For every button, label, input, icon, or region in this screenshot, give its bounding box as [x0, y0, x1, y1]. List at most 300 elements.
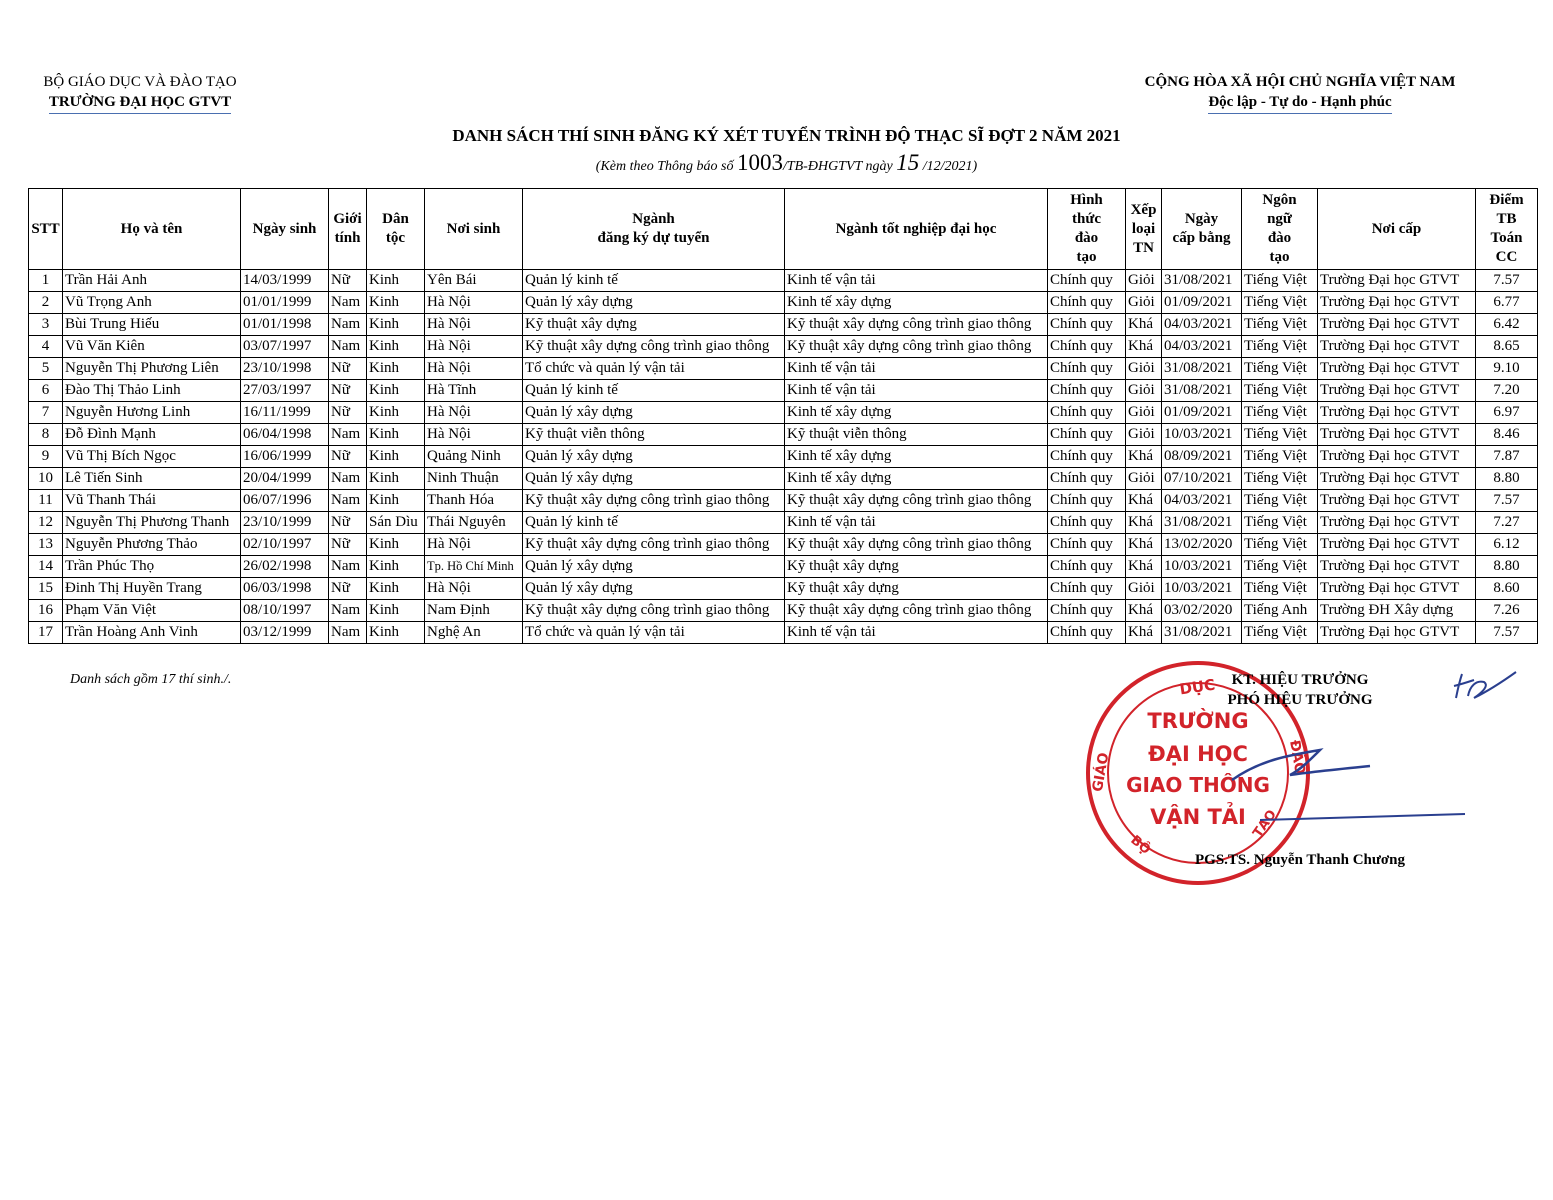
cell-lang: Tiếng Việt [1242, 512, 1318, 534]
cell-birthplace: Hà Tĩnh [425, 380, 523, 402]
cell-stt: 5 [29, 358, 63, 380]
col-name: Họ và tên [63, 189, 241, 270]
cell-score: 6.77 [1476, 292, 1538, 314]
cell-date: 04/03/2021 [1162, 336, 1242, 358]
cell-rank: Giỏi [1126, 270, 1162, 292]
cell-mode: Chính quy [1048, 402, 1126, 424]
cell-name: Nguyễn Thị Phương Liên [63, 358, 241, 380]
col-date: Ngày cấp bằng [1162, 189, 1242, 270]
cell-dob: 26/02/1998 [241, 556, 329, 578]
notice-day: 15 [896, 150, 920, 175]
cell-gender: Nữ [329, 578, 367, 600]
cell-major: Quản lý xây dựng [523, 446, 785, 468]
cell-dob: 01/01/1998 [241, 314, 329, 336]
cell-ethnic: Kinh [367, 622, 425, 644]
cell-mode: Chính quy [1048, 314, 1126, 336]
cell-date: 10/03/2021 [1162, 556, 1242, 578]
cell-lang: Tiếng Việt [1242, 380, 1318, 402]
cell-name: Đào Thị Thảo Linh [63, 380, 241, 402]
cell-issuer: Trường Đại học GTVT [1318, 490, 1476, 512]
cell-ethnic: Kinh [367, 402, 425, 424]
cell-score: 8.60 [1476, 578, 1538, 600]
cell-dob: 23/10/1998 [241, 358, 329, 380]
cell-issuer: Trường Đại học GTVT [1318, 424, 1476, 446]
cell-gender: Nam [329, 556, 367, 578]
cell-name: Nguyễn Hương Linh [63, 402, 241, 424]
table-row [29, 468, 1538, 490]
cell-lang: Tiếng Việt [1242, 468, 1318, 490]
cell-major: Quản lý kinh tế [523, 512, 785, 534]
cell-ethnic: Kinh [367, 578, 425, 600]
cell-grad-major: Kỹ thuật xây dựng công trình giao thông [785, 600, 1048, 622]
initials-signature [1450, 668, 1520, 708]
cell-birthplace: Hà Nội [425, 314, 523, 336]
cell-gender: Nam [329, 622, 367, 644]
cell-gender: Nam [329, 314, 367, 336]
cell-ethnic: Kinh [367, 534, 425, 556]
cell-major: Quản lý kinh tế [523, 270, 785, 292]
cell-rank: Khá [1126, 622, 1162, 644]
cell-mode: Chính quy [1048, 424, 1126, 446]
cell-name: Vũ Thị Bích Ngọc [63, 446, 241, 468]
cell-stt: 13 [29, 534, 63, 556]
cell-grad-major: Kinh tế xây dựng [785, 446, 1048, 468]
cell-gender: Nam [329, 336, 367, 358]
cell-dob: 06/03/1998 [241, 578, 329, 600]
cell-rank: Khá [1126, 556, 1162, 578]
table-row [29, 336, 1538, 358]
cell-issuer: Trường Đại học GTVT [1318, 314, 1476, 336]
cell-lang: Tiếng Việt [1242, 490, 1318, 512]
cell-lang: Tiếng Việt [1242, 358, 1318, 380]
table-row [29, 380, 1538, 402]
cell-name: Trần Hải Anh [63, 270, 241, 292]
cell-major: Quản lý xây dựng [523, 556, 785, 578]
cell-mode: Chính quy [1048, 336, 1126, 358]
cell-name: Trần Hoàng Anh Vinh [63, 622, 241, 644]
cell-issuer: Trường Đại học GTVT [1318, 556, 1476, 578]
cell-issuer: Trường Đại học GTVT [1318, 622, 1476, 644]
cell-dob: 01/01/1999 [241, 292, 329, 314]
cell-gender: Nữ [329, 534, 367, 556]
cell-mode: Chính quy [1048, 380, 1126, 402]
cell-score: 7.57 [1476, 270, 1538, 292]
cell-name: Bùi Trung Hiếu [63, 314, 241, 336]
cell-issuer: Trường Đại học GTVT [1318, 270, 1476, 292]
cell-rank: Khá [1126, 446, 1162, 468]
cell-rank: Giỏi [1126, 578, 1162, 600]
signer-name: PGS.TS. Nguyễn Thanh Chương [1194, 852, 1406, 868]
cell-grad-major: Kinh tế vận tải [785, 270, 1048, 292]
cell-score: 8.80 [1476, 468, 1538, 490]
cell-mode: Chính quy [1048, 534, 1126, 556]
cell-birthplace: Thanh Hóa [425, 490, 523, 512]
cell-issuer: Trường Đại học GTVT [1318, 380, 1476, 402]
cell-dob: 06/07/1996 [241, 490, 329, 512]
cell-date: 04/03/2021 [1162, 314, 1242, 336]
col-birthplace: Nơi sinh [425, 189, 523, 270]
cell-score: 6.12 [1476, 534, 1538, 556]
table-row [29, 292, 1538, 314]
cell-major: Tổ chức và quản lý vận tải [523, 622, 785, 644]
cell-major: Quản lý xây dựng [523, 578, 785, 600]
col-gender: Giới tính [329, 189, 367, 270]
cell-ethnic: Kinh [367, 358, 425, 380]
col-major: Ngành đăng ký dự tuyển [523, 189, 785, 270]
cell-stt: 15 [29, 578, 63, 600]
cell-stt: 6 [29, 380, 63, 402]
notice-number: 1003 [736, 150, 783, 175]
cell-dob: 20/04/1999 [241, 468, 329, 490]
cell-lang: Tiếng Việt [1242, 314, 1318, 336]
cell-birthplace: Hà Nội [425, 402, 523, 424]
cell-stt: 2 [29, 292, 63, 314]
cell-issuer: Trường ĐH Xây dựng [1318, 600, 1476, 622]
cell-mode: Chính quy [1048, 292, 1126, 314]
cell-rank: Giỏi [1126, 468, 1162, 490]
cell-birthplace: Hà Nội [425, 424, 523, 446]
handwritten-signature [1230, 730, 1470, 830]
cell-birthplace: Tp. Hồ Chí Minh [425, 556, 523, 578]
cell-stt: 1 [29, 270, 63, 292]
cell-grad-major: Kỹ thuật xây dựng công trình giao thông [785, 336, 1048, 358]
country-name: CỘNG HÒA XÃ HỘI CHỦ NGHĨA VIỆT NAM [1144, 74, 1456, 90]
footnote: Danh sách gồm 17 thí sinh./. [70, 672, 232, 687]
cell-stt: 17 [29, 622, 63, 644]
university-name: TRƯỜNG ĐẠI HỌC GTVT [49, 92, 231, 114]
cell-issuer: Trường Đại học GTVT [1318, 512, 1476, 534]
cell-name: Đỗ Đình Mạnh [63, 424, 241, 446]
col-rank: Xếp loại TN [1126, 189, 1162, 270]
cell-date: 31/08/2021 [1162, 622, 1242, 644]
cell-date: 13/02/2020 [1162, 534, 1242, 556]
cell-mode: Chính quy [1048, 578, 1126, 600]
cell-grad-major: Kỹ thuật xây dựng [785, 556, 1048, 578]
cell-rank: Khá [1126, 600, 1162, 622]
cell-score: 9.10 [1476, 358, 1538, 380]
cell-gender: Nữ [329, 402, 367, 424]
col-grad-major: Ngành tốt nghiệp đại học [785, 189, 1048, 270]
cell-date: 04/03/2021 [1162, 490, 1242, 512]
cell-grad-major: Kỹ thuật xây dựng công trình giao thông [785, 314, 1048, 336]
cell-grad-major: Kinh tế xây dựng [785, 468, 1048, 490]
table-body [29, 270, 1538, 644]
cell-dob: 06/04/1998 [241, 424, 329, 446]
cell-mode: Chính quy [1048, 490, 1126, 512]
cell-name: Lê Tiến Sinh [63, 468, 241, 490]
cell-birthplace: Nghệ An [425, 622, 523, 644]
cell-rank: Giỏi [1126, 402, 1162, 424]
cell-major: Quản lý xây dựng [523, 468, 785, 490]
cell-issuer: Trường Đại học GTVT [1318, 578, 1476, 600]
table-header-row [29, 189, 1538, 270]
cell-gender: Nữ [329, 358, 367, 380]
cell-major: Kỹ thuật xây dựng công trình giao thông [523, 336, 785, 358]
cell-birthplace: Hà Nội [425, 534, 523, 556]
signature-block [1160, 670, 1440, 710]
col-lang: Ngôn ngữ đào tạo [1242, 189, 1318, 270]
document-subtitle [0, 150, 1553, 176]
cell-major: Kỹ thuật xây dựng [523, 314, 785, 336]
cell-birthplace: Quảng Ninh [425, 446, 523, 468]
cell-dob: 03/12/1999 [241, 622, 329, 644]
cell-date: 03/02/2020 [1162, 600, 1242, 622]
cell-name: Nguyễn Phương Thảo [63, 534, 241, 556]
cell-date: 01/09/2021 [1162, 402, 1242, 424]
subtitle-middle: /TB-ĐHGTVT ngày [782, 159, 893, 174]
cell-lang: Tiếng Việt [1242, 622, 1318, 644]
col-issuer: Nơi cấp [1318, 189, 1476, 270]
table-row [29, 446, 1538, 468]
table-row [29, 270, 1538, 292]
cell-date: 01/09/2021 [1162, 292, 1242, 314]
table-row [29, 622, 1538, 644]
cell-lang: Tiếng Anh [1242, 600, 1318, 622]
cell-ethnic: Kinh [367, 556, 425, 578]
ministry-name: BỘ GIÁO DỤC VÀ ĐÀO TẠO [43, 74, 237, 90]
header-right [1100, 72, 1500, 114]
cell-birthplace: Thái Nguyên [425, 512, 523, 534]
cell-name: Trần Phúc Thọ [63, 556, 241, 578]
cell-lang: Tiếng Việt [1242, 578, 1318, 600]
cell-issuer: Trường Đại học GTVT [1318, 534, 1476, 556]
cell-grad-major: Kinh tế vận tải [785, 358, 1048, 380]
cell-score: 7.57 [1476, 622, 1538, 644]
cell-issuer: Trường Đại học GTVT [1318, 292, 1476, 314]
cell-major: Kỹ thuật xây dựng công trình giao thông [523, 490, 785, 512]
cell-gender: Nữ [329, 446, 367, 468]
cell-major: Kỹ thuật xây dựng công trình giao thông [523, 600, 785, 622]
cell-mode: Chính quy [1048, 468, 1126, 490]
cell-date: 31/08/2021 [1162, 380, 1242, 402]
signature-title-1: KT. HIỆU TRƯỞNG [1231, 672, 1369, 688]
cell-score: 7.87 [1476, 446, 1538, 468]
subtitle-suffix: /12/2021) [922, 159, 978, 174]
cell-rank: Giỏi [1126, 380, 1162, 402]
cell-grad-major: Kỹ thuật xây dựng công trình giao thông [785, 490, 1048, 512]
cell-dob: 14/03/1999 [241, 270, 329, 292]
cell-rank: Khá [1126, 336, 1162, 358]
cell-dob: 16/11/1999 [241, 402, 329, 424]
cell-score: 8.65 [1476, 336, 1538, 358]
col-stt: STT [29, 189, 63, 270]
cell-ethnic: Kinh [367, 380, 425, 402]
cell-score: 7.57 [1476, 490, 1538, 512]
cell-ethnic: Kinh [367, 600, 425, 622]
motto: Độc lập - Tự do - Hạnh phúc [1208, 92, 1391, 114]
cell-dob: 03/07/1997 [241, 336, 329, 358]
cell-name: Vũ Trọng Anh [63, 292, 241, 314]
cell-lang: Tiếng Việt [1242, 556, 1318, 578]
cell-issuer: Trường Đại học GTVT [1318, 358, 1476, 380]
cell-grad-major: Kinh tế vận tải [785, 622, 1048, 644]
table-row [29, 512, 1538, 534]
table-row [29, 578, 1538, 600]
cell-ethnic: Sán Dìu [367, 512, 425, 534]
cell-name: Đinh Thị Huyền Trang [63, 578, 241, 600]
cell-rank: Khá [1126, 534, 1162, 556]
seal-left-arc: GIÁO [1089, 751, 1113, 794]
cell-issuer: Trường Đại học GTVT [1318, 446, 1476, 468]
cell-lang: Tiếng Việt [1242, 270, 1318, 292]
cell-major: Kỹ thuật viễn thông [523, 424, 785, 446]
table-row [29, 600, 1538, 622]
candidate-table [28, 188, 1538, 644]
cell-score: 8.46 [1476, 424, 1538, 446]
cell-issuer: Trường Đại học GTVT [1318, 402, 1476, 424]
col-score: Điểm TB Toán CC [1476, 189, 1538, 270]
cell-mode: Chính quy [1048, 358, 1126, 380]
cell-gender: Nữ [329, 512, 367, 534]
table-row [29, 314, 1538, 336]
seal-line1: TRƯỜNG [1147, 709, 1249, 733]
cell-stt: 7 [29, 402, 63, 424]
cell-stt: 3 [29, 314, 63, 336]
cell-grad-major: Kinh tế vận tải [785, 512, 1048, 534]
cell-birthplace: Yên Bái [425, 270, 523, 292]
cell-stt: 14 [29, 556, 63, 578]
cell-birthplace: Hà Nội [425, 358, 523, 380]
table-row [29, 534, 1538, 556]
cell-date: 31/08/2021 [1162, 270, 1242, 292]
cell-issuer: Trường Đại học GTVT [1318, 336, 1476, 358]
cell-gender: Nữ [329, 270, 367, 292]
cell-ethnic: Kinh [367, 468, 425, 490]
cell-major: Tổ chức và quản lý vận tải [523, 358, 785, 380]
cell-ethnic: Kinh [367, 270, 425, 292]
seal-bottom-left: BỘ [1127, 832, 1154, 858]
cell-grad-major: Kỹ thuật xây dựng công trình giao thông [785, 534, 1048, 556]
cell-ethnic: Kinh [367, 336, 425, 358]
seal-line3: GIAO THÔNG [1126, 773, 1270, 797]
cell-name: Phạm Văn Việt [63, 600, 241, 622]
cell-mode: Chính quy [1048, 622, 1126, 644]
cell-grad-major: Kinh tế xây dựng [785, 292, 1048, 314]
cell-lang: Tiếng Việt [1242, 446, 1318, 468]
cell-date: 07/10/2021 [1162, 468, 1242, 490]
cell-ethnic: Kinh [367, 314, 425, 336]
cell-stt: 8 [29, 424, 63, 446]
cell-ethnic: Kinh [367, 490, 425, 512]
cell-birthplace: Hà Nội [425, 292, 523, 314]
cell-name: Nguyễn Thị Phương Thanh [63, 512, 241, 534]
table-row [29, 402, 1538, 424]
cell-lang: Tiếng Việt [1242, 336, 1318, 358]
cell-stt: 10 [29, 468, 63, 490]
cell-gender: Nam [329, 490, 367, 512]
cell-birthplace: Ninh Thuận [425, 468, 523, 490]
cell-score: 8.80 [1476, 556, 1538, 578]
cell-major: Quản lý kinh tế [523, 380, 785, 402]
cell-grad-major: Kỹ thuật viễn thông [785, 424, 1048, 446]
cell-dob: 27/03/1997 [241, 380, 329, 402]
col-mode: Hình thức đào tạo [1048, 189, 1126, 270]
seal-right-arc: ĐÀO [1286, 738, 1308, 776]
signature-title-2: PHÓ HIỆU TRƯỞNG [1227, 692, 1373, 708]
cell-ethnic: Kinh [367, 446, 425, 468]
cell-lang: Tiếng Việt [1242, 402, 1318, 424]
cell-mode: Chính quy [1048, 270, 1126, 292]
cell-gender: Nam [329, 424, 367, 446]
cell-gender: Nam [329, 292, 367, 314]
cell-ethnic: Kinh [367, 292, 425, 314]
subtitle-prefix: (Kèm theo Thông báo số [595, 159, 734, 174]
seal-line4: VẬN TẢI [1150, 805, 1246, 829]
seal-bottom-right: TẠO [1250, 807, 1280, 841]
cell-rank: Giỏi [1126, 358, 1162, 380]
cell-major: Kỹ thuật xây dựng công trình giao thông [523, 534, 785, 556]
col-ethnic: Dân tộc [367, 189, 425, 270]
cell-grad-major: Kỹ thuật xây dựng [785, 578, 1048, 600]
document-title: DANH SÁCH THÍ SINH ĐĂNG KÝ XÉT TUYỂN TRÌNH ĐỘ THẠC SĨ ĐỢT 2 NĂM 2021 [452, 126, 1121, 145]
cell-mode: Chính quy [1048, 556, 1126, 578]
cell-date: 10/03/2021 [1162, 578, 1242, 600]
cell-score: 6.97 [1476, 402, 1538, 424]
cell-gender: Nam [329, 468, 367, 490]
cell-dob: 08/10/1997 [241, 600, 329, 622]
cell-rank: Khá [1126, 490, 1162, 512]
cell-score: 6.42 [1476, 314, 1538, 336]
cell-gender: Nam [329, 600, 367, 622]
cell-mode: Chính quy [1048, 446, 1126, 468]
cell-gender: Nữ [329, 380, 367, 402]
cell-lang: Tiếng Việt [1242, 534, 1318, 556]
cell-stt: 11 [29, 490, 63, 512]
cell-stt: 4 [29, 336, 63, 358]
cell-grad-major: Kinh tế vận tải [785, 380, 1048, 402]
cell-ethnic: Kinh [367, 424, 425, 446]
cell-stt: 16 [29, 600, 63, 622]
cell-birthplace: Hà Nội [425, 578, 523, 600]
table-row [29, 358, 1538, 380]
cell-date: 31/08/2021 [1162, 512, 1242, 534]
cell-grad-major: Kinh tế xây dựng [785, 402, 1048, 424]
cell-major: Quản lý xây dựng [523, 402, 785, 424]
seal-top-arc: DỤC [1178, 675, 1217, 699]
table-row [29, 490, 1538, 512]
cell-score: 7.27 [1476, 512, 1538, 534]
cell-stt: 9 [29, 446, 63, 468]
cell-name: Vũ Thanh Thái [63, 490, 241, 512]
cell-rank: Giỏi [1126, 424, 1162, 446]
seal-line2: ĐẠI HỌC [1148, 742, 1248, 766]
cell-name: Vũ Văn Kiên [63, 336, 241, 358]
header-left [30, 72, 250, 114]
cell-birthplace: Hà Nội [425, 336, 523, 358]
cell-mode: Chính quy [1048, 600, 1126, 622]
cell-major: Quản lý xây dựng [523, 292, 785, 314]
cell-mode: Chính quy [1048, 512, 1126, 534]
cell-rank: Giỏi [1126, 292, 1162, 314]
col-dob: Ngày sinh [241, 189, 329, 270]
cell-rank: Khá [1126, 512, 1162, 534]
cell-date: 31/08/2021 [1162, 358, 1242, 380]
cell-rank: Khá [1126, 314, 1162, 336]
cell-dob: 23/10/1999 [241, 512, 329, 534]
cell-lang: Tiếng Việt [1242, 292, 1318, 314]
cell-lang: Tiếng Việt [1242, 424, 1318, 446]
cell-birthplace: Nam Định [425, 600, 523, 622]
cell-stt: 12 [29, 512, 63, 534]
cell-date: 08/09/2021 [1162, 446, 1242, 468]
table-row [29, 424, 1538, 446]
cell-score: 7.26 [1476, 600, 1538, 622]
cell-issuer: Trường Đại học GTVT [1318, 468, 1476, 490]
cell-dob: 02/10/1997 [241, 534, 329, 556]
cell-dob: 16/06/1999 [241, 446, 329, 468]
cell-date: 10/03/2021 [1162, 424, 1242, 446]
table-row [29, 556, 1538, 578]
